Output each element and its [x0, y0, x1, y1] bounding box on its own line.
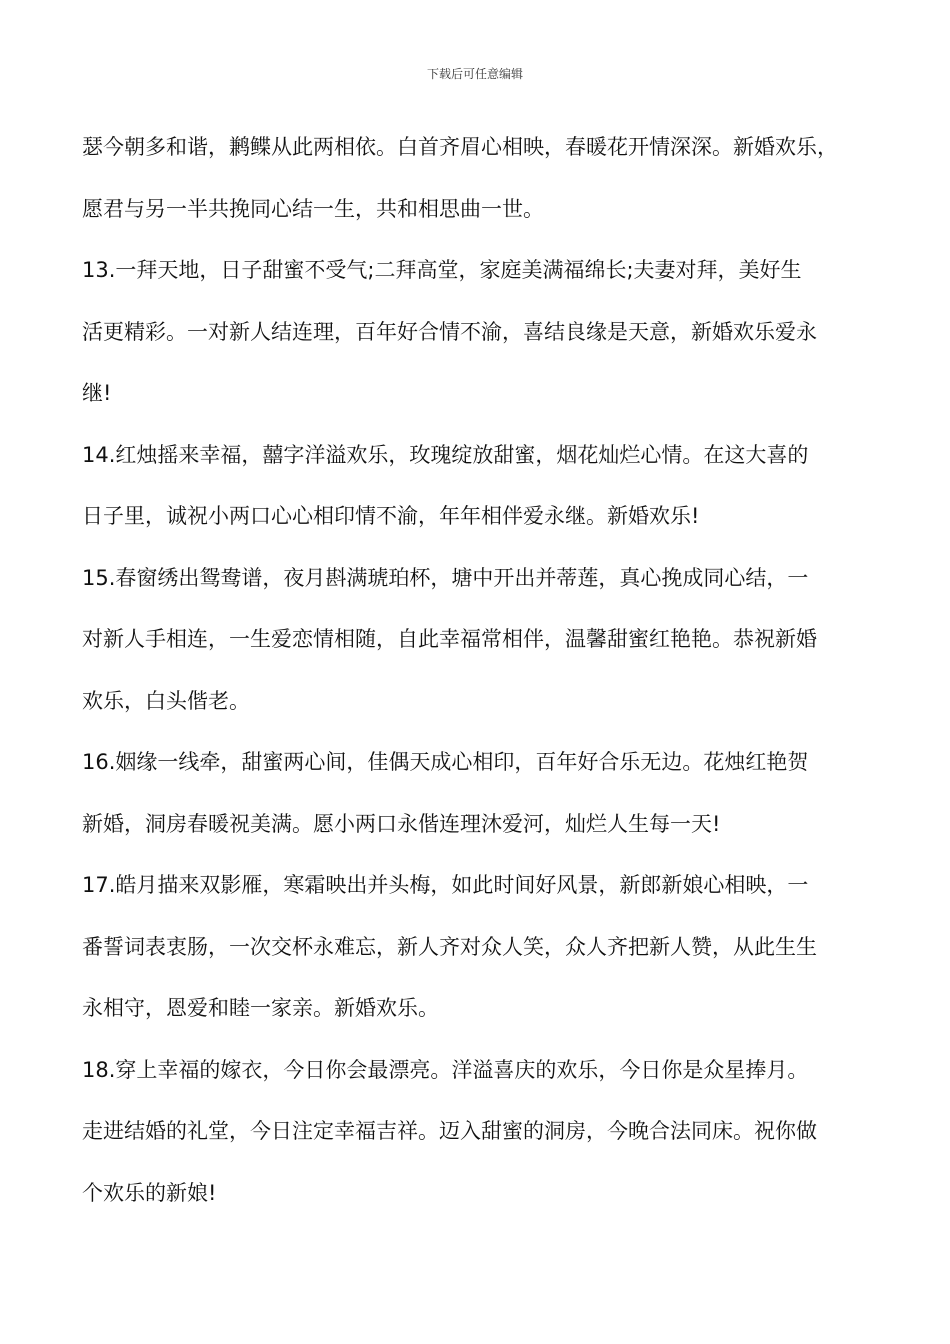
text-line: 永相守，恩爱和睦一家亲。新婚欢乐。: [82, 996, 439, 1020]
text-line: 个欢乐的新娘!: [82, 1180, 217, 1205]
text-line: 14.红烛摇来幸福，囍字洋溢欢乐，玫瑰绽放甜蜜，烟花灿烂心情。在这大喜的: [82, 442, 809, 467]
text-line: 15.春窗绣出鸳鸯谱，夜月斟满琥珀杯，塘中开出并蒂莲，真心挽成同心结，一: [82, 565, 809, 590]
text-line: 走进结婚的礼堂，今日注定幸福吉祥。迈入甜蜜的洞房，今晚合法同床。祝你做: [82, 1119, 817, 1143]
text-line: 番誓词表衷肠，一次交杯永难忘，新人齐对众人笑，众人齐把新人赞，从此生生: [82, 934, 817, 959]
text-line: 17.皓月描来双影雁，寒霜映出并头梅，如此时间好风景，新郎新娘心相映，一: [82, 873, 809, 897]
text-line: 日子里，诚祝小两口心心相印情不渝，年年相伴爱永继。新婚欢乐!: [82, 504, 700, 528]
text-line: 愿君与另一半共挽同心结一生，共和相思曲一世。: [82, 196, 544, 221]
text-line: 活更精彩。一对新人结连理，百年好合情不渝，喜结良缘是天意，新婚欢乐爱永: [82, 319, 817, 344]
document-body: [82, 117, 882, 1224]
text-line: 瑟今朝多和谐，鹣鲽从此两相依。白首齐眉心相映，春暖花开情深深。新婚欢乐，: [82, 135, 838, 159]
text-line: 18.穿上幸福的嫁衣，今日你会最漂亮。洋溢喜庆的欢乐，今日你是众星捧月。: [82, 1057, 809, 1082]
page-header: 下载后可任意编辑: [426, 67, 523, 81]
text-line: 13.一拜天地，日子甜蜜不受气;二拜高堂，家庭美满福绵长;夫妻对拜，美好生: [82, 258, 802, 282]
text-line: 新婚，洞房春暖祝美满。愿小两口永偕连理沐爱河，灿烂人生每一天!: [82, 811, 721, 836]
text-line: 欢乐，白头偕老。: [82, 688, 250, 713]
text-line: 16.姻缘一线牵，甜蜜两心间，佳偶天成心相印，百年好合乐无边。花烛红艳贺: [82, 750, 809, 774]
text-line: 对新人手相连，一生爱恋情相随，自此幸福常相伴，温馨甜蜜红艳艳。恭祝新婚: [82, 627, 817, 651]
text-line: 继!: [82, 381, 112, 405]
